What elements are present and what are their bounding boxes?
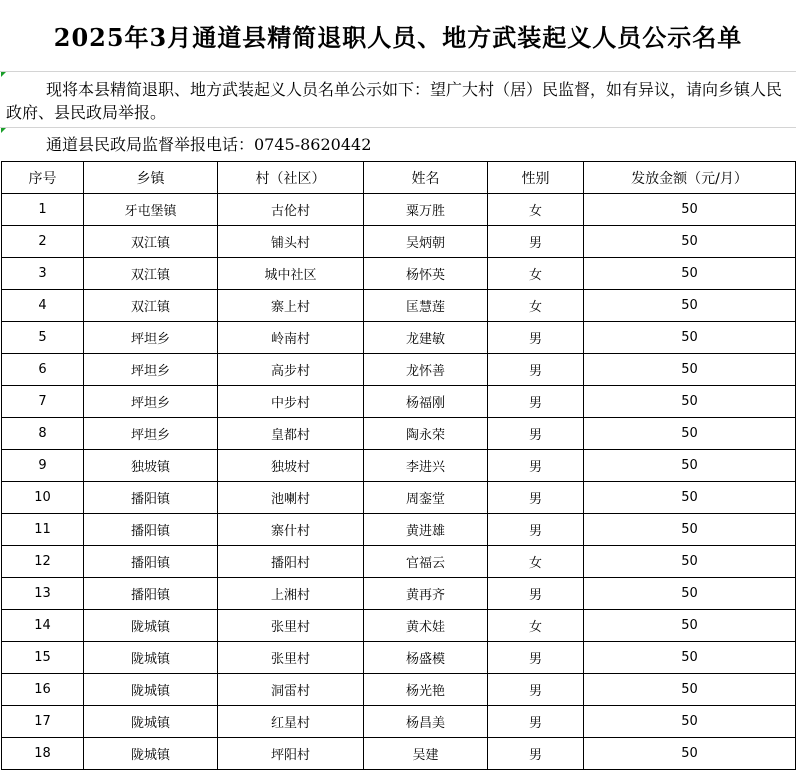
notice-cell[interactable] (0, 72, 796, 128)
col-township-cell[interactable]: 双江镇 (84, 226, 218, 258)
col-name-cell[interactable]: 杨昌美 (364, 706, 488, 738)
col-index-cell[interactable]: 8 (2, 418, 84, 450)
table-row (2, 386, 796, 418)
col-index-cell[interactable]: 16 (2, 674, 84, 706)
table-row (2, 290, 796, 322)
col-gender-cell[interactable]: 男 (488, 514, 584, 546)
table-row (2, 514, 796, 546)
col-gender-cell[interactable]: 男 (488, 450, 584, 482)
col-township-cell[interactable]: 播阳镇 (84, 482, 218, 514)
col-township-cell[interactable]: 牙屯堡镇 (84, 194, 218, 226)
col-township-cell[interactable]: 陇城镇 (84, 674, 218, 706)
col-township-cell[interactable]: 播阳镇 (84, 514, 218, 546)
col-name-cell[interactable]: 陶永荣 (364, 418, 488, 450)
col-index-cell[interactable]: 12 (2, 546, 84, 578)
col-amount-cell[interactable]: 50 (584, 386, 796, 418)
col-amount-cell[interactable]: 50 (584, 290, 796, 322)
col-village-cell[interactable]: 寨上村 (218, 290, 364, 322)
col-name-cell[interactable]: 黄进雄 (364, 514, 488, 546)
col-amount-cell[interactable]: 50 (584, 610, 796, 642)
col-township-cell[interactable]: 陇城镇 (84, 738, 218, 770)
col-village-cell[interactable]: 独坡村 (218, 450, 364, 482)
col-index-cell[interactable]: 9 (2, 450, 84, 482)
header-col-township[interactable]: 乡镇 (84, 162, 218, 194)
col-village-cell[interactable]: 高步村 (218, 354, 364, 386)
col-village-cell[interactable]: 中步村 (218, 386, 364, 418)
col-index-cell[interactable]: 17 (2, 706, 84, 738)
phone-cell[interactable]: 通道县民政局监督举报电话：0745-8620442 (46, 135, 372, 154)
col-name-cell[interactable]: 杨怀英 (364, 258, 488, 290)
col-township-cell[interactable]: 坪坦乡 (84, 386, 218, 418)
col-village-cell[interactable]: 城中社区 (218, 258, 364, 290)
col-gender-cell[interactable]: 男 (488, 642, 584, 674)
col-gender-cell[interactable]: 男 (488, 322, 584, 354)
table-row (2, 642, 796, 674)
col-index-cell[interactable]: 1 (2, 194, 84, 226)
table-row (2, 738, 796, 770)
col-name-cell[interactable]: 杨福刚 (364, 386, 488, 418)
col-gender-cell[interactable]: 男 (488, 418, 584, 450)
col-index-cell[interactable]: 10 (2, 482, 84, 514)
col-amount-cell[interactable]: 50 (584, 482, 796, 514)
col-name-cell[interactable]: 吴炳朝 (364, 226, 488, 258)
col-gender-cell[interactable]: 男 (488, 386, 584, 418)
col-index-cell[interactable]: 4 (2, 290, 84, 322)
table-row (2, 418, 796, 450)
col-village-cell[interactable]: 岭南村 (218, 322, 364, 354)
col-name-cell[interactable]: 吴建 (364, 738, 488, 770)
table-row (2, 226, 796, 258)
col-village-cell[interactable]: 寨什村 (218, 514, 364, 546)
col-village-cell[interactable]: 皇都村 (218, 418, 364, 450)
table-body (2, 194, 796, 770)
table-row (2, 354, 796, 386)
col-amount-cell[interactable]: 50 (584, 194, 796, 226)
col-amount-cell[interactable]: 50 (584, 226, 796, 258)
col-gender-cell[interactable]: 男 (488, 226, 584, 258)
col-index-cell[interactable]: 11 (2, 514, 84, 546)
col-amount-cell[interactable]: 50 (584, 354, 796, 386)
col-amount-cell[interactable]: 50 (584, 322, 796, 354)
table-row (2, 610, 796, 642)
page-title: 2025年3月通道县精简退职人员、地方武装起义人员公示名单 (0, 0, 796, 72)
col-amount-cell[interactable]: 50 (584, 642, 796, 674)
col-township-cell[interactable]: 独坡镇 (84, 450, 218, 482)
col-village-cell[interactable]: 上湘村 (218, 578, 364, 610)
col-township-cell[interactable]: 播阳镇 (84, 578, 218, 610)
table-row (2, 706, 796, 738)
table-row (2, 194, 796, 226)
header-col-gender[interactable]: 性别 (488, 162, 584, 194)
col-amount-cell[interactable]: 50 (584, 258, 796, 290)
col-name-cell[interactable]: 粟万胜 (364, 194, 488, 226)
col-index-cell[interactable]: 13 (2, 578, 84, 610)
col-township-cell[interactable]: 坪坦乡 (84, 418, 218, 450)
col-gender-cell[interactable]: 女 (488, 610, 584, 642)
col-name-cell[interactable]: 杨光艳 (364, 674, 488, 706)
col-gender-cell[interactable]: 男 (488, 674, 584, 706)
col-village-cell[interactable]: 铺头村 (218, 226, 364, 258)
col-gender-cell[interactable]: 女 (488, 194, 584, 226)
col-name-cell[interactable]: 官福云 (364, 546, 488, 578)
col-amount-cell[interactable]: 50 (584, 578, 796, 610)
col-village-cell[interactable]: 古伦村 (218, 194, 364, 226)
col-village-cell[interactable]: 播阳村 (218, 546, 364, 578)
col-village-cell[interactable]: 坪阳村 (218, 738, 364, 770)
header-col-index[interactable]: 序号 (2, 162, 84, 194)
table-row (2, 578, 796, 610)
table-header-row (2, 162, 796, 194)
col-name-cell[interactable]: 龙建敏 (364, 322, 488, 354)
col-gender-cell[interactable]: 男 (488, 738, 584, 770)
col-name-cell[interactable]: 杨盛模 (364, 642, 488, 674)
col-township-cell[interactable]: 陇城镇 (84, 706, 218, 738)
col-name-cell[interactable]: 龙怀善 (364, 354, 488, 386)
col-gender-cell[interactable]: 男 (488, 482, 584, 514)
col-village-cell[interactable]: 池喇村 (218, 482, 364, 514)
col-township-cell[interactable]: 坪坦乡 (84, 322, 218, 354)
col-village-cell[interactable]: 洞雷村 (218, 674, 364, 706)
col-index-cell[interactable]: 5 (2, 322, 84, 354)
col-village-cell[interactable]: 张里村 (218, 642, 364, 674)
header-col-name[interactable]: 姓名 (364, 162, 488, 194)
table-row (2, 258, 796, 290)
col-name-cell[interactable]: 周銮堂 (364, 482, 488, 514)
col-township-cell[interactable]: 播阳镇 (84, 546, 218, 578)
col-index-cell[interactable]: 14 (2, 610, 84, 642)
col-township-cell[interactable]: 陇城镇 (84, 610, 218, 642)
col-index-cell[interactable]: 3 (2, 258, 84, 290)
col-amount-cell[interactable]: 50 (584, 514, 796, 546)
col-name-cell[interactable]: 黄术娃 (364, 610, 488, 642)
col-index-cell[interactable]: 15 (2, 642, 84, 674)
col-gender-cell[interactable]: 女 (488, 258, 584, 290)
col-gender-cell[interactable]: 女 (488, 290, 584, 322)
col-name-cell[interactable]: 匡慧莲 (364, 290, 488, 322)
col-index-cell[interactable]: 6 (2, 354, 84, 386)
col-amount-cell[interactable]: 50 (584, 418, 796, 450)
col-amount-cell[interactable]: 50 (584, 706, 796, 738)
table-row (2, 450, 796, 482)
col-township-cell[interactable]: 双江镇 (84, 290, 218, 322)
header-col-village[interactable]: 村（社区） (218, 162, 364, 194)
header-col-amount[interactable]: 发放金额（元/月） (584, 162, 796, 194)
col-name-cell[interactable]: 黄再齐 (364, 578, 488, 610)
col-amount-cell[interactable]: 50 (584, 450, 796, 482)
col-index-cell[interactable]: 7 (2, 386, 84, 418)
table-row (2, 674, 796, 706)
notice-text: 现将本县精简退职、地方武装起义人员名单公示如下：望广大村（居）民监督，如有异议，请向乡镇人民政府、县民政局举报。 (6, 80, 783, 122)
col-village-cell[interactable]: 张里村 (218, 610, 364, 642)
col-index-cell[interactable]: 2 (2, 226, 84, 258)
col-index-cell[interactable]: 18 (2, 738, 84, 770)
table-row (2, 322, 796, 354)
col-township-cell[interactable]: 双江镇 (84, 258, 218, 290)
col-village-cell[interactable]: 红星村 (218, 706, 364, 738)
col-gender-cell[interactable]: 男 (488, 354, 584, 386)
table-row (2, 482, 796, 514)
roster-table (1, 161, 796, 770)
col-gender-cell[interactable]: 女 (488, 546, 584, 578)
col-gender-cell[interactable]: 男 (488, 706, 584, 738)
col-amount-cell[interactable]: 50 (584, 674, 796, 706)
col-gender-cell[interactable]: 男 (488, 578, 584, 610)
col-township-cell[interactable]: 陇城镇 (84, 642, 218, 674)
col-amount-cell[interactable]: 50 (584, 738, 796, 770)
col-name-cell[interactable]: 李进兴 (364, 450, 488, 482)
col-township-cell[interactable]: 坪坦乡 (84, 354, 218, 386)
col-amount-cell[interactable]: 50 (584, 546, 796, 578)
table-row (2, 546, 796, 578)
